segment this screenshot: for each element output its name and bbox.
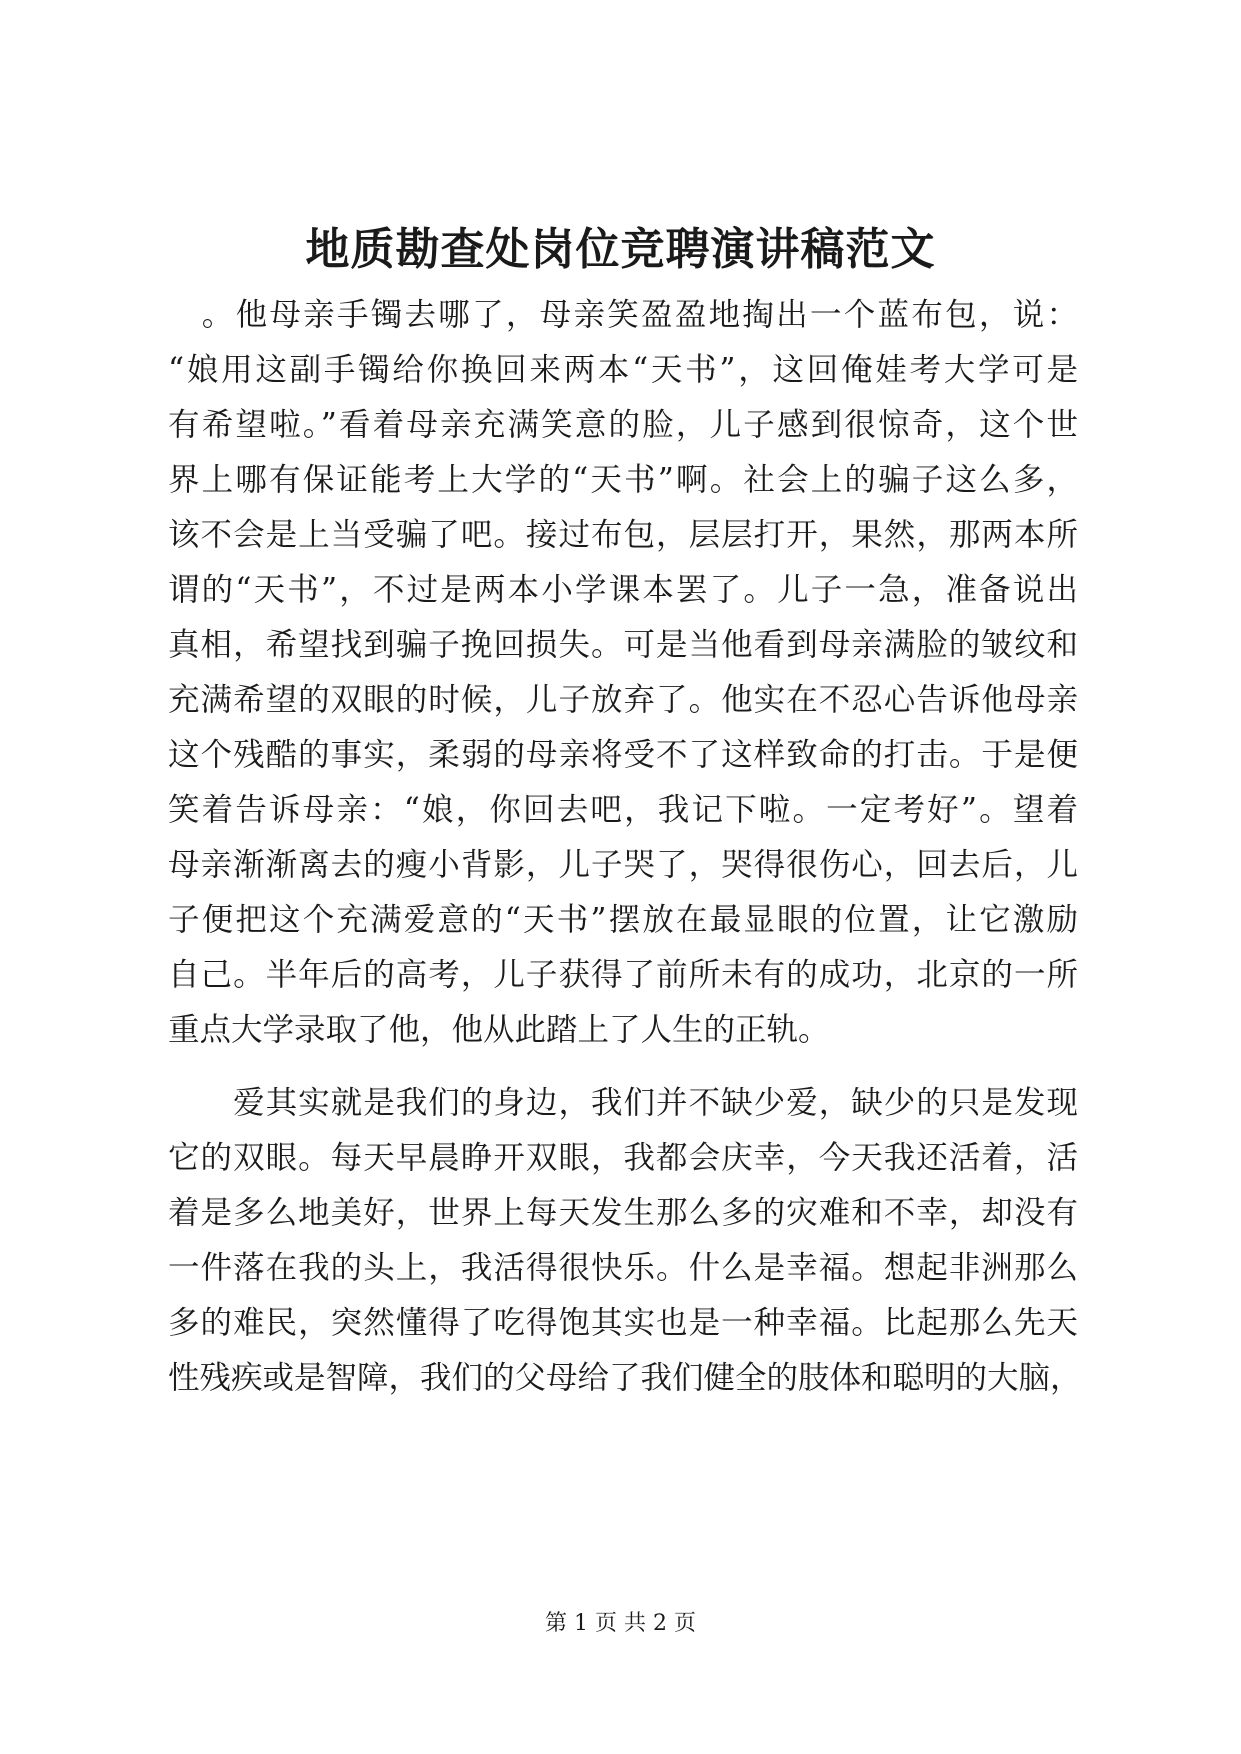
- body-line: 重点大学录取了他，他从此踏上了人生的正轨。: [168, 1012, 830, 1048]
- page-number-footer: 第 1 页 共 2 页: [545, 1611, 696, 1636]
- body-line: 有希望啦。”看着母亲充满笑意的脸，儿子感到很惊奇，这个世: [168, 407, 1078, 443]
- body-line: 充满希望的双眼的时候，儿子放弃了。他实在不忍心告诉他母亲: [168, 682, 1078, 718]
- body-line: “娘用这副手镯给你换回来两本“天书”，这回俺娃考大学可是: [168, 352, 1078, 388]
- body-line: 爱其实就是我们的身边，我们并不缺少爱，缺少的只是发现: [168, 1085, 1078, 1121]
- document-title: 地质勘查处岗位竞聘演讲稿范文: [305, 224, 936, 275]
- body-line: 一件落在我的头上，我活得很快乐。什么是幸福。想起非洲那么: [168, 1250, 1078, 1286]
- body-line: 它的双眼。每天早晨睁开双眼，我都会庆幸，今天我还活着，活: [168, 1140, 1078, 1176]
- body-line: 这个残酷的事实，柔弱的母亲将受不了这样致命的打击。于是便: [168, 737, 1078, 773]
- body-line: 母亲渐渐离去的瘦小背影，儿子哭了，哭得很伤心，回去后，儿: [168, 847, 1078, 883]
- body-line: 着是多么地美好，世界上每天发生那么多的灾难和不幸，却没有: [168, 1195, 1078, 1231]
- body-line: 。他母亲手镯去哪了，母亲笑盈盈地掏出一个蓝布包，说：: [168, 297, 1078, 333]
- body-line: 笑着告诉母亲：“娘，你回去吧，我记下啦。一定考好”。望着: [168, 792, 1078, 828]
- body-line: 性残疾或是智障，我们的父母给了我们健全的肢体和聪明的大脑，: [168, 1360, 1082, 1396]
- body-line: 自己。半年后的高考，儿子获得了前所未有的成功，北京的一所: [168, 957, 1078, 993]
- body-line: 多的难民，突然懂得了吃得饱其实也是一种幸福。比起那么先天: [168, 1305, 1078, 1341]
- body-line: 界上哪有保证能考上大学的“天书”啊。社会上的骗子这么多，: [168, 462, 1078, 498]
- body-line: 子便把这个充满爱意的“天书”摆放在最显眼的位置，让它激励: [168, 902, 1078, 938]
- body-line: 真相，希望找到骗子挽回损失。可是当他看到母亲满脸的皱纹和: [168, 627, 1078, 663]
- body-line: 该不会是上当受骗了吧。接过布包，层层打开，果然，那两本所: [168, 517, 1078, 553]
- body-line: 谓的“天书”，不过是两本小学课本罢了。儿子一急，准备说出: [168, 572, 1078, 608]
